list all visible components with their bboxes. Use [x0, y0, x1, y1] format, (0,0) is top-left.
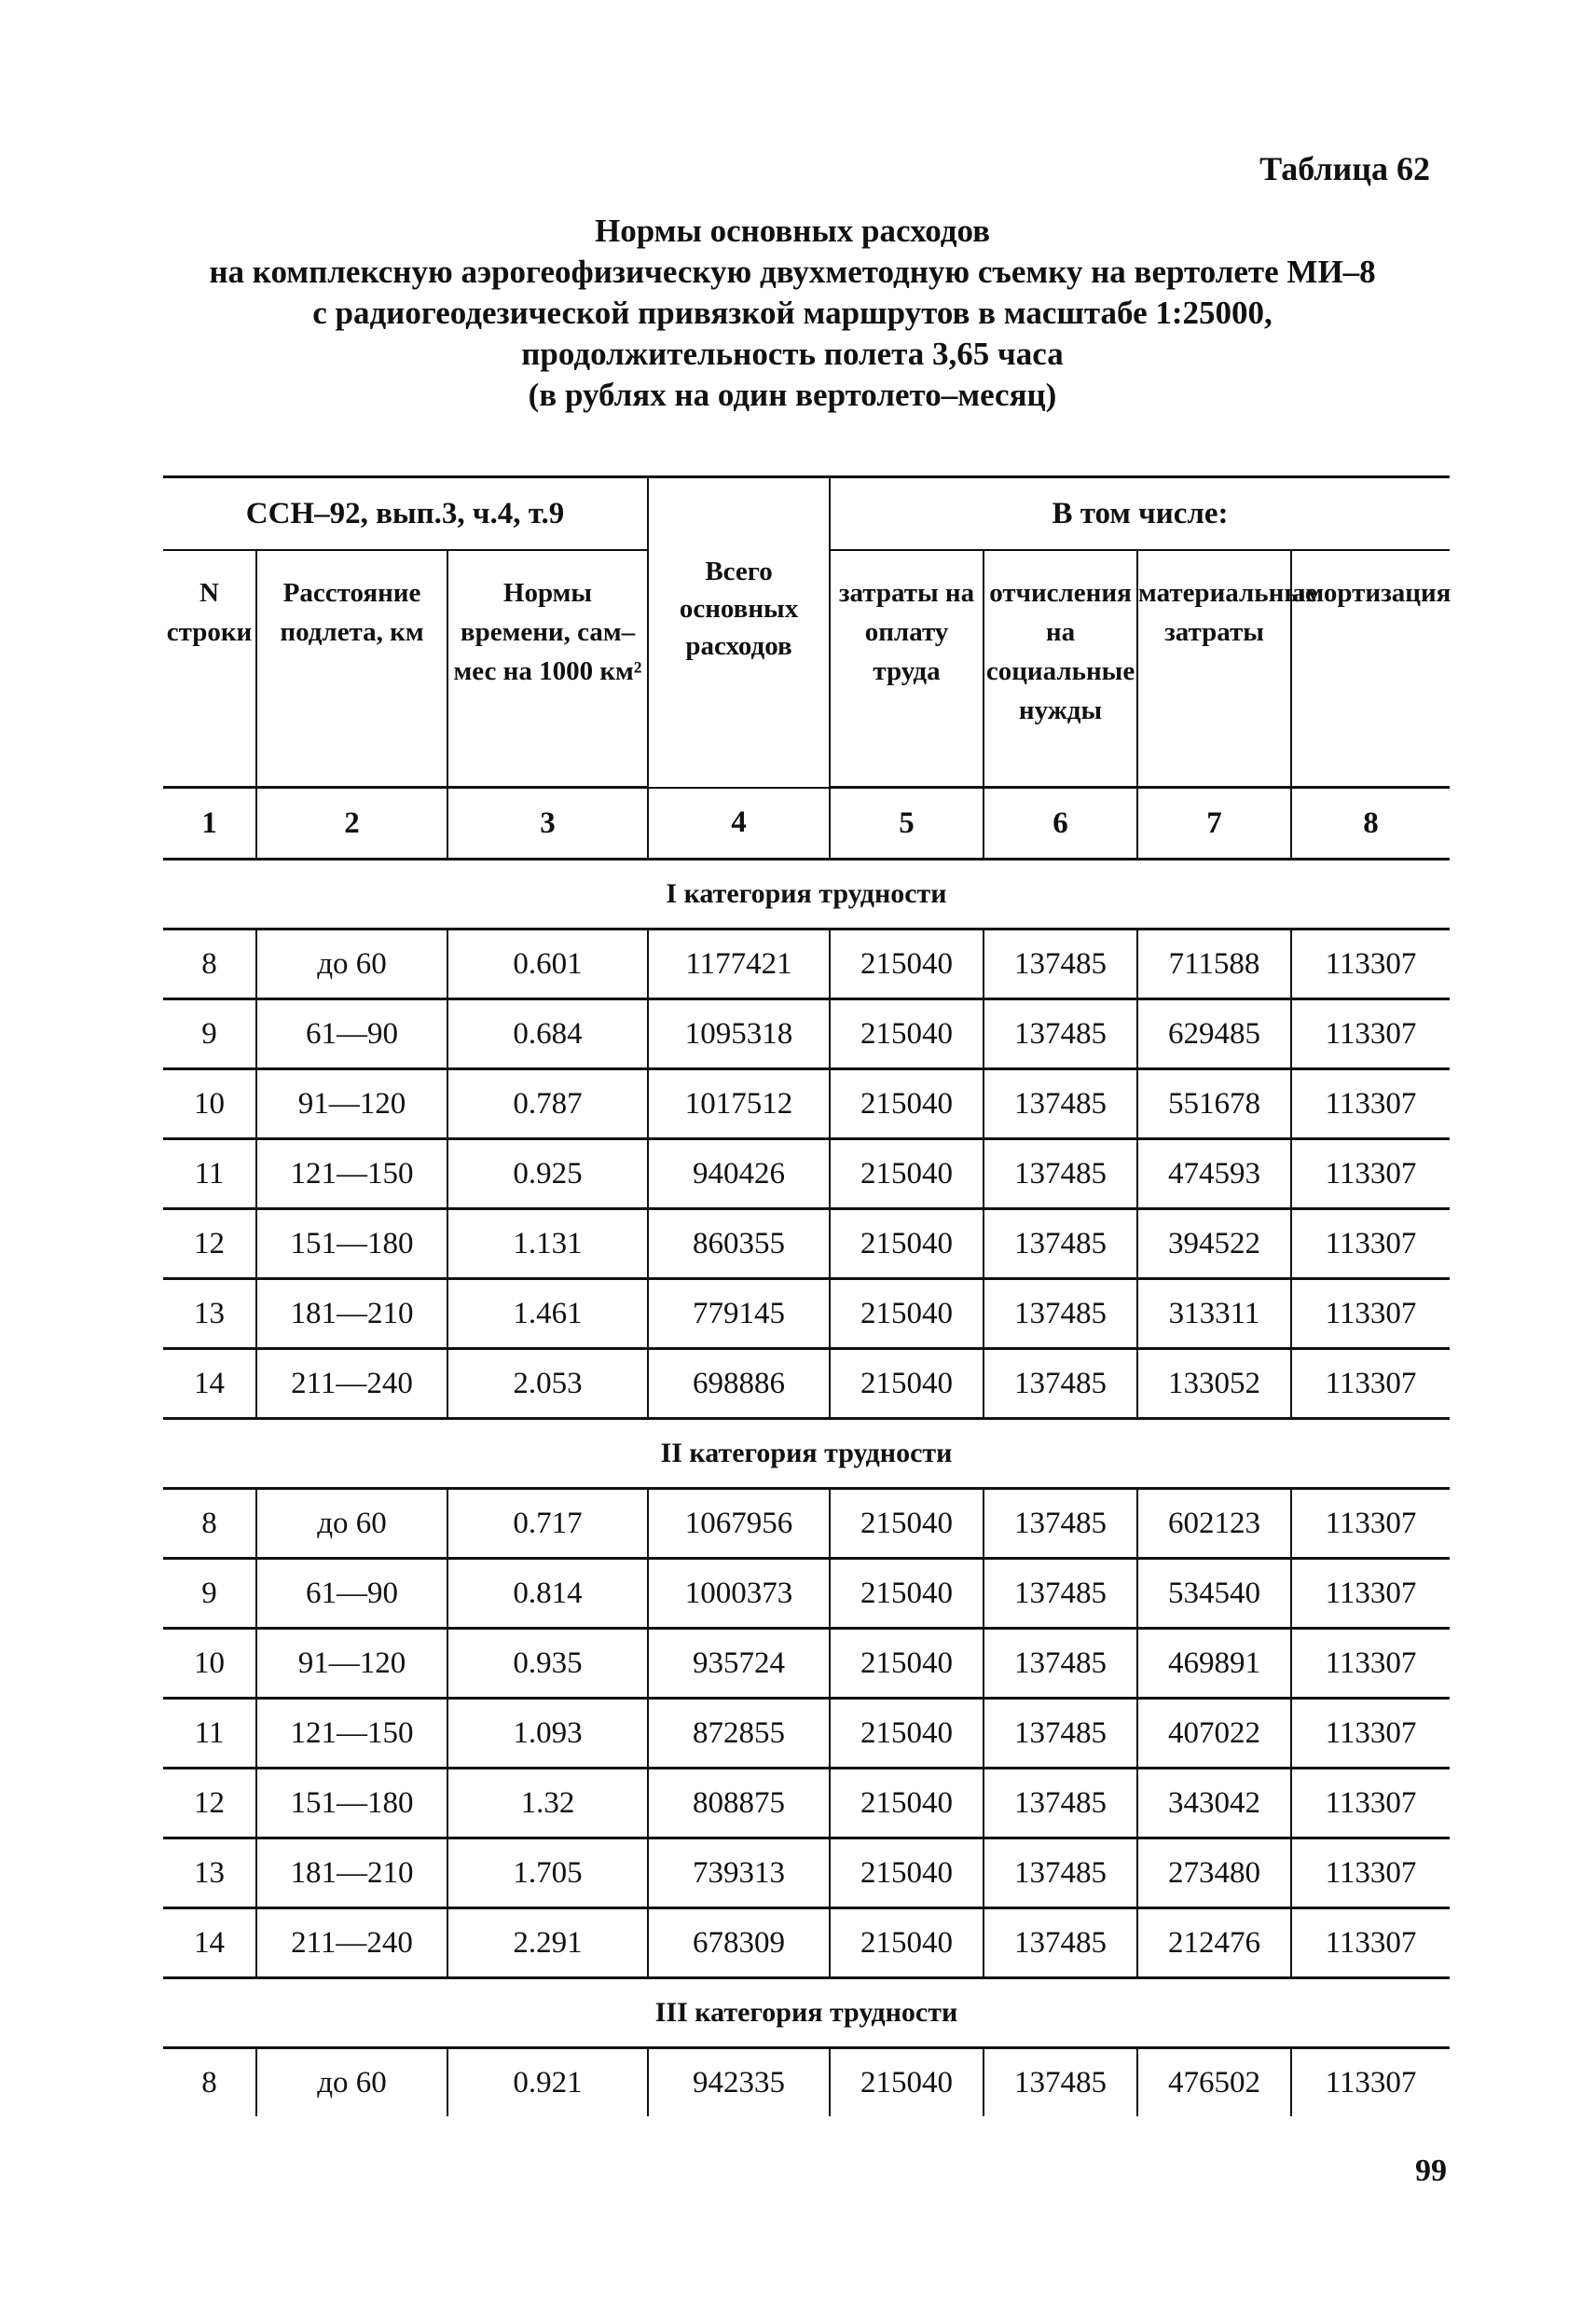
cell-row-number: 9: [163, 999, 256, 1069]
cell-social-contributions: 137485: [984, 2048, 1137, 2117]
cell-total-costs: 698886: [648, 1349, 830, 1419]
cell-amortization: 113307: [1291, 1279, 1450, 1349]
cell-time-norm: 2.053: [447, 1349, 648, 1419]
cell-material-costs: 273480: [1137, 1838, 1291, 1908]
cell-amortization: 113307: [1291, 1489, 1450, 1559]
cell-distance: 121—150: [256, 1139, 447, 1209]
cell-total-costs: 935724: [648, 1629, 830, 1699]
cell-material-costs: 629485: [1137, 999, 1291, 1069]
cell-amortization: 113307: [1291, 1908, 1450, 1978]
cell-social-contributions: 137485: [984, 1349, 1137, 1419]
cell-total-costs: 1177421: [648, 929, 830, 999]
cell-material-costs: 133052: [1137, 1349, 1291, 1419]
table-row: [163, 1209, 1450, 1279]
cell-social-contributions: 137485: [984, 1069, 1137, 1139]
cell-amortization: 113307: [1291, 1769, 1450, 1838]
header-wages: затраты на оплату труда: [830, 550, 984, 788]
cell-time-norm: 0.935: [447, 1629, 648, 1699]
cell-wages: 215040: [830, 929, 984, 999]
header-row-number: N строки: [163, 550, 256, 788]
header-amortization: амортизация: [1291, 550, 1450, 788]
cell-time-norm: 0.925: [447, 1139, 648, 1209]
cell-amortization: 113307: [1291, 1838, 1450, 1908]
table-row: [163, 1629, 1450, 1699]
cell-material-costs: 602123: [1137, 1489, 1291, 1559]
cell-row-number: 12: [163, 1209, 256, 1279]
cell-total-costs: 808875: [648, 1769, 830, 1838]
norms-table: [163, 475, 1450, 2116]
table-title: [131, 211, 1454, 416]
cell-wages: 215040: [830, 1209, 984, 1279]
cell-amortization: 113307: [1291, 999, 1450, 1069]
cell-row-number: 9: [163, 1559, 256, 1629]
cell-time-norm: 0.601: [447, 929, 648, 999]
cell-total-costs: 860355: [648, 1209, 830, 1279]
cell-time-norm: 1.461: [447, 1279, 648, 1349]
cell-row-number: 13: [163, 1838, 256, 1908]
cell-total-costs: 1067956: [648, 1489, 830, 1559]
cell-distance: до 60: [256, 929, 447, 999]
cell-time-norm: 1.32: [447, 1769, 648, 1838]
cell-wages: 215040: [830, 1489, 984, 1559]
header-total: Всего основных расходов: [648, 477, 830, 788]
cell-amortization: 113307: [1291, 929, 1450, 999]
category-row: [163, 1419, 1450, 1489]
cell-row-number: 14: [163, 1908, 256, 1978]
column-number: 2: [256, 788, 447, 860]
column-number: 5: [830, 788, 984, 860]
cell-wages: 215040: [830, 1139, 984, 1209]
cell-social-contributions: 137485: [984, 1489, 1137, 1559]
cell-row-number: 13: [163, 1279, 256, 1349]
category-title: I категория трудности: [163, 860, 1450, 929]
cell-material-costs: 476502: [1137, 2048, 1291, 2117]
cell-amortization: 113307: [1291, 1559, 1450, 1629]
cell-material-costs: 711588: [1137, 929, 1291, 999]
table-row: [163, 1699, 1450, 1769]
table-row: [163, 1069, 1450, 1139]
cell-wages: 215040: [830, 1838, 984, 1908]
cell-distance: 151—180: [256, 1209, 447, 1279]
cell-social-contributions: 137485: [984, 1559, 1137, 1629]
table-row: [163, 1279, 1450, 1349]
category-row: [163, 860, 1450, 929]
cell-time-norm: 1.093: [447, 1699, 648, 1769]
cell-material-costs: 407022: [1137, 1699, 1291, 1769]
cell-social-contributions: 137485: [984, 1908, 1137, 1978]
cell-distance: 211—240: [256, 1349, 447, 1419]
column-number: 6: [984, 788, 1137, 860]
cell-row-number: 10: [163, 1069, 256, 1139]
cell-row-number: 10: [163, 1629, 256, 1699]
cell-distance: до 60: [256, 2048, 447, 2117]
header-group-ssn: ССН–92, вып.3, ч.4, т.9: [163, 477, 648, 551]
cell-distance: 181—210: [256, 1279, 447, 1349]
cell-social-contributions: 137485: [984, 999, 1137, 1069]
cell-total-costs: 678309: [648, 1908, 830, 1978]
table-row: [163, 1349, 1450, 1419]
cell-distance: 151—180: [256, 1769, 447, 1838]
header-social: отчисления на социальные нужды: [984, 550, 1137, 788]
title-line-4: продолжительность полета 3,65 часа: [521, 336, 1064, 372]
cell-material-costs: 343042: [1137, 1769, 1291, 1838]
cell-amortization: 113307: [1291, 1629, 1450, 1699]
cell-wages: 215040: [830, 1349, 984, 1419]
table-body: [163, 860, 1450, 2117]
category-title: II категория трудности: [163, 1419, 1450, 1489]
title-line-2: на комплексную аэрогеофизическую двухметодную съемку на вертолете МИ–8: [209, 254, 1376, 290]
cell-wages: 215040: [830, 1699, 984, 1769]
title-line-3: с радиогеодезической привязкой маршрутов в масштабе 1:25000,: [312, 295, 1273, 331]
cell-wages: 215040: [830, 1559, 984, 1629]
cell-row-number: 8: [163, 2048, 256, 2117]
cell-total-costs: 1017512: [648, 1069, 830, 1139]
cell-total-costs: 872855: [648, 1699, 830, 1769]
cell-amortization: 113307: [1291, 1139, 1450, 1209]
cell-distance: 61—90: [256, 999, 447, 1069]
cell-wages: 215040: [830, 1769, 984, 1838]
cell-time-norm: 0.684: [447, 999, 648, 1069]
cell-wages: 215040: [830, 1629, 984, 1699]
cell-material-costs: 551678: [1137, 1069, 1291, 1139]
table-row: [163, 1908, 1450, 1978]
table-row: [163, 1559, 1450, 1629]
cell-social-contributions: 137485: [984, 1279, 1137, 1349]
cell-row-number: 12: [163, 1769, 256, 1838]
table-row: [163, 1838, 1450, 1908]
cell-social-contributions: 137485: [984, 1769, 1137, 1838]
column-number: 7: [1137, 788, 1291, 860]
cell-time-norm: 2.291: [447, 1908, 648, 1978]
cell-material-costs: 212476: [1137, 1908, 1291, 1978]
cell-wages: 215040: [830, 1908, 984, 1978]
cell-time-norm: 0.921: [447, 2048, 648, 2117]
cell-wages: 215040: [830, 999, 984, 1069]
title-line-5: (в рублях на один вертолето–месяц): [528, 377, 1057, 413]
column-number: 4: [648, 788, 830, 860]
cell-wages: 215040: [830, 1069, 984, 1139]
cell-total-costs: 940426: [648, 1139, 830, 1209]
cell-distance: 91—120: [256, 1629, 447, 1699]
cell-row-number: 14: [163, 1349, 256, 1419]
cell-time-norm: 0.814: [447, 1559, 648, 1629]
table-row: [163, 929, 1450, 999]
cell-material-costs: 534540: [1137, 1559, 1291, 1629]
cell-amortization: 113307: [1291, 1699, 1450, 1769]
cell-distance: 61—90: [256, 1559, 447, 1629]
table-row: [163, 1489, 1450, 1559]
cell-social-contributions: 137485: [984, 1629, 1137, 1699]
cell-time-norm: 1.705: [447, 1838, 648, 1908]
header-materials: материальные затраты: [1137, 550, 1291, 788]
cell-time-norm: 1.131: [447, 1209, 648, 1279]
header-time-norm: Нормы времени, сам–мес на 1000 км²: [447, 550, 648, 788]
cell-total-costs: 942335: [648, 2048, 830, 2117]
page-number: 99: [1415, 2154, 1447, 2188]
table-row: [163, 2048, 1450, 2117]
header-group-including: В том числе:: [830, 477, 1450, 551]
cell-social-contributions: 137485: [984, 1139, 1137, 1209]
cell-total-costs: 779145: [648, 1279, 830, 1349]
column-number: 3: [447, 788, 648, 860]
cell-time-norm: 0.717: [447, 1489, 648, 1559]
category-title: III категория трудности: [163, 1978, 1450, 2048]
category-row: [163, 1978, 1450, 2048]
column-number: 1: [163, 788, 256, 860]
cell-distance: до 60: [256, 1489, 447, 1559]
cell-row-number: 8: [163, 929, 256, 999]
column-numbers-row: [163, 788, 1450, 860]
cell-social-contributions: 137485: [984, 929, 1137, 999]
cell-material-costs: 469891: [1137, 1629, 1291, 1699]
cell-distance: 181—210: [256, 1838, 447, 1908]
header-distance: Расстояние подлета, км: [256, 550, 447, 788]
cell-amortization: 113307: [1291, 2048, 1450, 2117]
cell-social-contributions: 137485: [984, 1209, 1137, 1279]
cell-total-costs: 1000373: [648, 1559, 830, 1629]
cell-social-contributions: 137485: [984, 1699, 1137, 1769]
cell-distance: 121—150: [256, 1699, 447, 1769]
cell-distance: 211—240: [256, 1908, 447, 1978]
cell-total-costs: 1095318: [648, 999, 830, 1069]
cell-material-costs: 313311: [1137, 1279, 1291, 1349]
table-row: [163, 999, 1450, 1069]
cell-distance: 91—120: [256, 1069, 447, 1139]
cell-material-costs: 394522: [1137, 1209, 1291, 1279]
column-number: 8: [1291, 788, 1450, 860]
cell-wages: 215040: [830, 1279, 984, 1349]
cell-social-contributions: 137485: [984, 1838, 1137, 1908]
cell-amortization: 113307: [1291, 1209, 1450, 1279]
table-label: Таблица 62: [1259, 150, 1430, 187]
table-row: [163, 1769, 1450, 1838]
cell-row-number: 11: [163, 1139, 256, 1209]
cell-amortization: 113307: [1291, 1349, 1450, 1419]
title-line-1: Нормы основных расходов: [595, 213, 990, 249]
cell-material-costs: 474593: [1137, 1139, 1291, 1209]
cell-row-number: 8: [163, 1489, 256, 1559]
cell-time-norm: 0.787: [447, 1069, 648, 1139]
cell-amortization: 113307: [1291, 1069, 1450, 1139]
cell-wages: 215040: [830, 2048, 984, 2117]
table-row: [163, 1139, 1450, 1209]
cell-total-costs: 739313: [648, 1838, 830, 1908]
cell-row-number: 11: [163, 1699, 256, 1769]
